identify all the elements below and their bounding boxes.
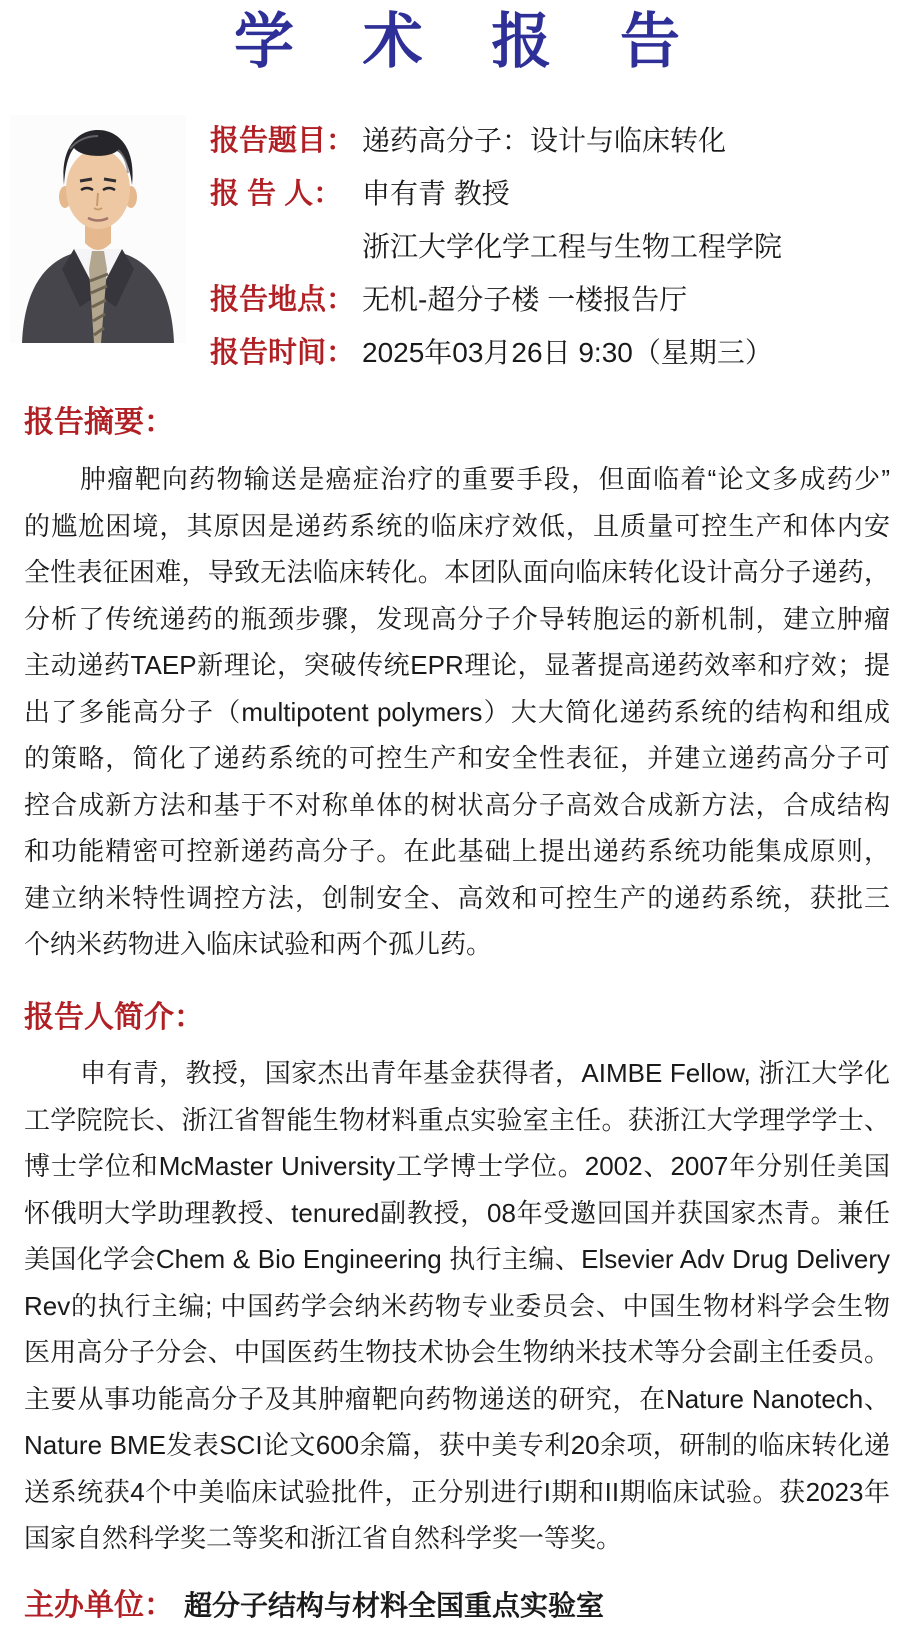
abstract-line: 全性表征困难，导致无法临床转化。本团队面向临床转化设计高分子递药，: [24, 557, 890, 587]
bio-line: 工学院院长、浙江省智能生物材料重点实验室主任。获浙江大学理学学士、: [24, 1104, 890, 1135]
lecture-info-list: [210, 112, 904, 377]
abstract-line: 和功能精密可控新递药高分子。在此基础上提出递药系统功能集成原则，: [24, 836, 890, 866]
bio-line: 主要从事功能高分子及其肿瘤靶向药物递送的研究，在Nature Nanotech、: [24, 1383, 890, 1414]
organizer-value: 超分子结构与材料全国重点实验室: [184, 1590, 605, 1621]
bio-line: 美国化学会Chem & Bio Engineering 执行主编、Elsevier Adv Drug Delivery: [24, 1244, 890, 1274]
bio-line: 怀俄明大学助理教授、tenured副教授，08年受邀回国并获国家杰青。兼任: [24, 1197, 890, 1228]
info-value: 递药高分子：设计与临床转化: [362, 124, 727, 156]
info-value: 浙江大学化学工程与生物工程学院: [362, 230, 783, 262]
page-title: 学 术 报 告: [233, 8, 706, 75]
info-value: 2025年03月26日 9:30（星期三）: [362, 336, 773, 368]
speaker-portrait-illustration: [10, 115, 186, 343]
bio-line: 博士学位和McMaster University工学博士学位。2002、2007年分别任美国: [24, 1151, 890, 1181]
abstract-line: 肿瘤靶向药物输送是癌症治疗的重要手段，但面临着“论文多成药少”: [80, 464, 890, 494]
lecture-info-row: [210, 271, 904, 324]
organizer-label: 主办单位：: [24, 1589, 174, 1622]
abstract-line: 的策略，简化了递药系统的可控生产和安全性表征，并建立递药高分子可: [24, 743, 890, 773]
abstract-heading: 报告摘要：: [24, 406, 174, 439]
abstract-line: 建立纳米特性调控方法，创制安全、高效和可控生产的递药系统，获批三: [24, 882, 890, 913]
info-label: 报告题目：: [210, 125, 356, 157]
bio-line: 送系统获4个中美临床试验批件，正分别进行I期和II期临床试验。获2023年: [24, 1476, 890, 1507]
abstract-line: 控合成新方法和基于不对称单体的树状高分子高效合成新方法，合成结构: [24, 789, 890, 820]
lecture-info-row: [210, 165, 904, 218]
lecture-info-row: [210, 324, 904, 377]
info-value: 无机-超分子楼 一楼报告厅: [362, 283, 688, 315]
abstract-paragraph: [24, 456, 890, 968]
info-label: 报告地点：: [210, 284, 356, 316]
bio-line: Rev的执行主编; 中国药学会纳米药物专业委员会、中国生物材料学会生物: [24, 1290, 890, 1321]
bio-line: Nature BME发表SCI论文600余篇，获中美专利20余项，研制的临床转化递: [24, 1430, 890, 1460]
abstract-line: 分析了传统递药的瓶颈步骤，发现高分子介导转胞运的新机制，建立肿瘤: [24, 603, 890, 634]
bio-heading: 报告人简介：: [24, 1001, 204, 1034]
lecture-info-row: [210, 112, 904, 165]
organizer-row: [24, 1580, 604, 1624]
abstract-line: 主动递药TAEP新理论，突破传统EPR理论，显著提高递药效率和疗效；提: [24, 650, 890, 680]
abstract-line: 个纳米药物进入临床试验和两个孤儿药。: [24, 929, 493, 959]
info-label: 报 告 人：: [210, 178, 343, 210]
bio-line: 医用高分子分会、中国医药生物技术协会生物纳米技术等分会副主任委员。: [24, 1337, 890, 1367]
abstract-line: 的尴尬困境，其原因是递药系统的临床疗效低，且质量可控生产和体内安: [24, 510, 890, 541]
bio-paragraph: [24, 1050, 890, 1562]
abstract-line: 出了多能高分子（multipotent polymers）大大简化递药系统的结构和组成: [24, 696, 890, 727]
info-value: 申有青 教授: [362, 177, 510, 209]
speaker-photo: [10, 115, 186, 343]
lecture-info-row: [210, 218, 904, 271]
bio-line: 国家自然科学奖二等奖和浙江省自然科学奖一等奖。: [24, 1523, 623, 1553]
info-label: 报告时间：: [210, 337, 356, 369]
bio-line: 申有青，教授，国家杰出青年基金获得者，AIMBE Fellow, 浙江大学化: [80, 1058, 890, 1088]
